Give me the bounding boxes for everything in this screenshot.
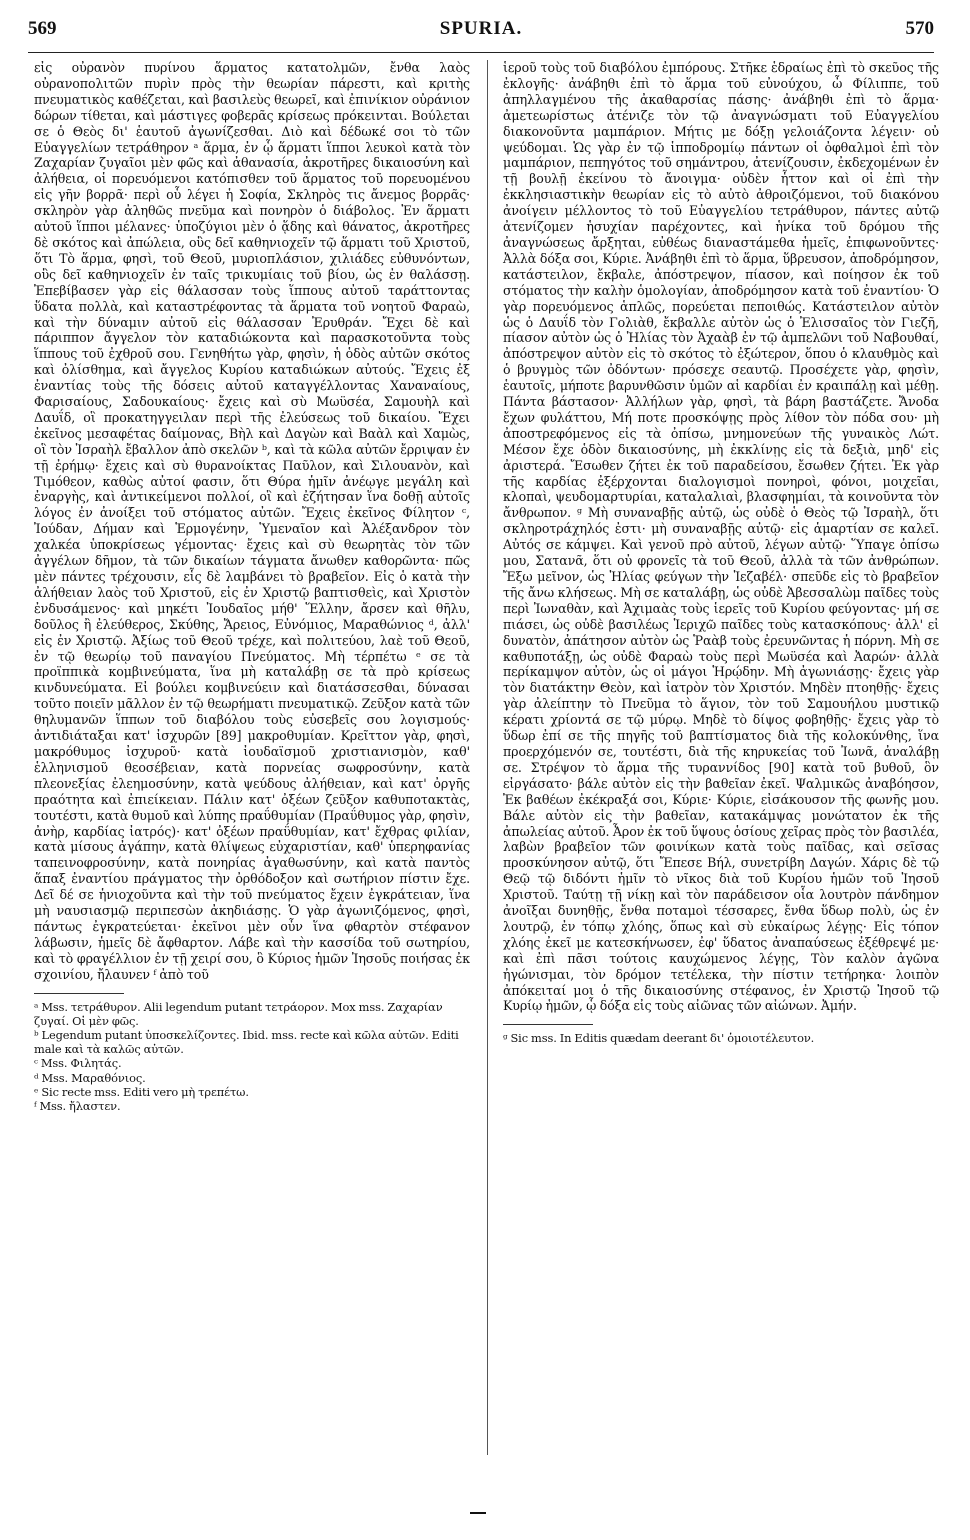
left-column <box>34 60 470 1113</box>
footnote-g: ᵍ Sic mss. In Editis quædam deerant δι' ὁμοιοτέλευτον. <box>503 1031 815 1046</box>
page-number-right: 570 <box>905 18 934 39</box>
footnote-e: ᵉ Sic recte mss. Editi vero μὴ τρεπέτω. <box>34 1084 249 1099</box>
footnote-rule <box>34 993 124 994</box>
footnote-c: ᶜ Mss. Φιλητάς. <box>34 1056 122 1071</box>
right-column <box>503 60 939 1046</box>
running-header <box>28 18 934 48</box>
header-rule <box>28 52 934 53</box>
left-column-text: εἰς οὐρανὸν πυρίνου ἅρματος κατατολμῶν, ἔνθα λαὸς οὐρανοπολιτῶν πυρὶν πρὸς τὴν θεωρίαν πάρεστι, καὶ κριτὴς πνευματικὸς καθέζεται, καὶ βασιλεὺς θεωρεῖ, καὶ ἐπινίκιον οὐράνιον δώρων τίθεται, καὶ μάστιγες φοβερᾶς κρίσεως πρόκεινται. Βούλεται σε ὁ Θεὸς δι' ἑαυτοῦ ἀγωνίζεσθαι. Διὸ καὶ δέδωκέ σοι τὸ τῶν Εὐαγγελίων τετράθηρον ᵃ ἅρμα, ἐν ᾧ ἅρματι ἵπποι λευκοὶ κατὰ τὸν Ζαχαρίαν ζυγαῖοι μὲν φῶς καὶ ἀθανασία, ἀκροτῆρες δικαιοσύνη καὶ ἀλήθεια, οἱ πορευόμενοι κατόπισθεν τοῦ ἅρματος τοῦ πορευομένου εἰς γῆν βορρᾶ· περὶ οὗ λέγει ἡ Σοφία, Σκληρὸς τις ἄνεμος βορρᾶς· σκληρὸν γὰρ ἀληθῶς πνεῦμα καὶ πονηρὸν ὁ διάβολος. Ἐν ἅρματι αὐτοῦ ἵπποι μέλανες· ὑποζύγιοι μὲν ὁ ᾅδης καὶ θάνατος, ἀκροτῆρες δὲ σκότος καὶ ἀπώλεια, οὓς δεῖ καθηνιοχεῖν τῷ ἅρματι τοῦ Χριστοῦ, ὅτι Τὸ ἅρμα, φησὶ, τοῦ Θεοῦ, μυριοπλάσιον, χιλιάδες εὐθυνόντων, οὓς δεῖ καθηνιοχεῖν ἐν ταῖς τρικυμίαις τοῦ βίου, ὡς ἐν θαλάσσῃ. Ἐπεβίβασεν γὰρ εἰς θάλασσαν τοὺς ἵππους αὐτοῦ ταράττοντας ὕδατα πολλὰ, καὶ καταστρέφοντας τὰ ἅρματα τοῦ νοητοῦ Φαραὼ, καὶ τὴν δύναμιν αὐτοῦ εἰς θάλασσαν Ἐρυθράν. Ἔχει δὲ καὶ πάριππον ἄγγελον τὸν καταδιώκοντα καὶ παρασκοτοῦντα τοὺς ἵππους τοῦ ἐχθροῦ σου. Γενηθήτω γὰρ, φησὶν, ἡ ὁδὸς αὐτῶν σκότος καὶ ὀλίσθημα, καὶ ἄγγελος Κυρίου καταδιώκων αὐτούς. Ἔχεις ἐξ ἐναντίας τοὺς τῆς δόσεις αὐτοῦ καταγγέλλοντας Χαναναίους, Φαρισαίους, Σαδουκαίους· ἔχεις καὶ σὺ Μωϋσέα, Σαμουὴλ καὶ Δαυΐδ, οἳ προκατηγγειλαν περὶ τῆς ἐλεύσεως τοῦ δικαίου. Ἔχει ἐκεῖνος μεσαφέτας δαίμονας, Βὴλ καὶ Δαγὼν καὶ Βαὰλ καὶ Χαμὼς, οἳ τὸν Ἰσραὴλ ἔβαλλον ἀπὸ σκελῶν ᵇ, καὶ τὰ κῶλα αὐτῶν ἔρριψαν ἐν τῇ ἐρήμῳ· ἔχεις καὶ σὺ θυρανοίκτας Παῦλον, καὶ Σιλουανὸν, καὶ Τιμόθεον, καθὼς αὐτοί φασιν, ὅτι Θύρα ἡμῖν ἀνέῳγε μεγάλη καὶ ἐναργὴς, καὶ ἀντικείμενοι πολλοί, οἳ καὶ ἐζήτησαν ἵνα δοθῇ αὐτοῖς λόγος ἐν ἀνοίξει τοῦ στόματος αὐτῶν. Ἔχεις ἐκεῖνος Φίλητον ᶜ, Ἰούδαν, Δήμαν καὶ Ἑρμογένην, Ὑμεναῖον καὶ Ἀλέξανδρον τὸν χαλκέα ὑποκρίσεως γέμοντας· ἔχεις καὶ σὺ θεωρητὰς τὸν τῶν ἀγγέλων δῆμον, τὰ τῶν δικαίων τάγματα ἄνωθεν καθορῶντα· πῶς μὲν πάντες τρέχουσιν, εἷς δὲ λαμβάνει τὸ βραβεῖον. Εἰς ὁ κατὰ τὴν ἀλήθειαν λαὸς τοῦ Χριστοῦ, εἰς ἐν Χριστῷ βαπτισθεὶς, καὶ Χριστὸν ἐνδυσάμενος· καὶ μηκέτι Ἰουδαῖος μήθ' Ἕλλην, ἄρσεν καὶ θῆλυ, δοῦλος ἢ ἐλεύθερος, Σκύθης, Ἄρειος, Εὐνόμιος, Μαραθώνιος ᵈ, ἀλλ' εἰς ἐν Χριστῷ. Ἀξίως τοῦ Θεοῦ τρέχε, καὶ πολιτεύου, λαὲ τοῦ Θεοῦ, ἐν τῷ θεωρίῳ τοῦ παναγίου Πνεύματος. Μὴ τέρπέτω ᵉ σε τὰ προϊππικὰ κομβινεύματα, ἵνα μὴ καταλάβῃ σε τὰ πρὸ κρίσεως κινδυνεύματα. Εἰ βούλει κομβινεύειν καὶ διατάσσεσθαι, δύνασαι τοῦτο ποιεῖν μᾶλλον ἐν τῷ θεωρήματι πνευματικῷ. Ζεῦξον κατὰ τῶν θηλυμανῶν ἵππων τοῦ διαβόλου τοὺς εὐσεβεῖς σου λογισμούς· ἀντιδιάταξαι κατ' ἰσχυρῶν [89] μακροθυμίαν. Κρεῖττον γὰρ, φησὶ, μακρόθυμος ἰσχυροῦ· κατὰ ἰουδαϊσμοῦ χριστιανισμὸν, καθ' ἑλληνισμοῦ θεοσέβειαν, κατὰ πορνείας σωφροσύνην, κατὰ πλεονεξίας ἐλεημοσύνην, κατὰ ψεύδους ἀλήθειαν, καὶ κατ' ὀργῆς πραότητα καὶ ἐπιείκειαν. Πάλιν κατ' ὀξέων ζεῦξον καθυποτακτὰς, τουτέστι, κατὰ θυμοῦ καὶ λύπης πραΰθυμίαν (Πραΰθυμος γὰρ, φησὶν, ἀνὴρ, καρδίας ἰατρός)· κατ' ὀξέων πραΰθυμίαν, κατ' ἔχθρας φιλίαν, κατὰ μίσους ἀγάπην, κατὰ θλίψεως εὐχαριστίαν, καθ' ὑπερηφανίας ταπεινοφροσύνην, κατὰ πονηρίας ἀγαθωσύνην, καὶ κατὰ παντὸς ἅπαξ ἐναντίου πράγματος τὴν ὀρθόδοξον καὶ σωτήριον πίστιν ἔχε. Δεῖ δέ σε ἡνιοχοῦντα καὶ τὴν τοῦ πνεύματος ἔχειν ἐγκράτειαν, ἵνα μὴ ναυσιασμῷ περιπεσὼν ἀκηδιάσῃς. Ὁ γὰρ ἀγωνιζόμενος, φησὶ, πάντως ἐγκρατεύεται· ἐκεῖνοι μὲν οὖν ἵνα φθαρτὸν στέφανον λάβωσιν, ἡμεῖς δὲ ἄφθαρτον. Λάβε καὶ τὴν κασσίδα τοῦ σωτηρίου, καὶ τὸ φραγέλλιον ἐν τῇ χειρί σου, ὃ Κύριος ἡμῶν Ἰησοῦς ποιήσας ἐκ σχοινίου, ἤλαυνεν ᶠ ἀπὸ τοῦ <box>34 60 470 982</box>
footnote-f: ᶠ Mss. ἤλαστεν. <box>34 1098 121 1113</box>
right-column-text: ἱεροῦ τοὺς τοῦ διαβόλου ἐμπόρους. Στῆκε ἑδραίως ἐπὶ τὸ σκεῦος τῆς ἐκλογῆς· ἀνάβηθι ἐπὶ τὸ ἅρμα τοῦ εὐνούχου, ὦ Φίλιππε, τοῦ ἀπηλλαγμένου τῆς ἀκαθαρσίας πάσης· ἀνάβηθι ἐπὶ τὸ ἅρμα· ἀμετεωρίστως ἀτένιζε τὸν τῷ ἀναγνώσματι τοῦ Εὐαγγελίου διακονοῦντα μαμπάριον. Μήτις με δόξῃ γελοιάζοντα λέγειν· οὐ ψεύδομαι. Ὡς γὰρ ἐν τῷ ἱπποδρομίῳ πάντων οἱ ὀφθαλμοὶ ἐπὶ τὸν μαμπάριον, πεπηγότος τοῦ σημάντρου, ἀτενίζουσιν, ἐκδεχομένων ἐν τῇ βουλῇ ἐκείνου τὸ ἄνοιγμα· οὐδὲν ἧττον καὶ οἱ ἐπὶ τὴν ἐκκλησιαστικὴν θεωρίαν εἰς τὸ αὐτὸ ἀθροιζόμενοι, τοῦ διακόνου ἀνοίγειν μέλλοντος τὸ τοῦ Εὐαγγελίου τετράθυρον, πάντες αὐτῷ ἀτενίζομεν ἡσυχίαν παρέχοντες, καὶ ἡνίκα τοῦ δρόμου τῆς ἀναγνώσεως ἄρξηται, εὐθέως διαναστάμεθα ἡμεῖς, ἐπιφωνοῦντες· Ἀλλὰ δόξα σοι, Κύριε. Ἀνάβηθι ἐπὶ τὸ ἅρμα, ὕβρευσον, ἀποδρόμησον, κατάστειλον, ἔκβαλε, ἀπόστρεψον, πίασον, καὶ ποίησον ἐκ τοῦ στόματος τὴν καλὴν ὁμολογίαν, ἀποδρόμησον κατὰ τοῦ ἐναντίου· Ὁ γὰρ πορευόμενος ἁπλῶς, πορεύεται πεποιθώς. Κατάστειλον αὐτὸν ὡς ὁ Δαυΐδ τὸν Γολιὰθ, ἔκβαλλε αὐτὸν ὡς ὁ Ἐλισσαῖος τὸν Γιεζῆ, πίασον αὐτὸν ὡς ὁ Ἠλίας τὸν Ἀχαὰβ ἐν τῷ ἀμπελῶνι τοῦ Ναβουθαί, ἀπόστρεψον αὐτὸν εἰς τὸ σκότος τὸ ἐξώτερον, ὅπου ὁ κλαυθμὸς καὶ ὁ βρυγμὸς τῶν ὀδόντων· πρόσεχε σεαυτῷ. Προσέχετε γὰρ, φησὶν, ἑαυτοῖς, μήποτε βαρυνθῶσιν ὑμῶν αἱ καρδίαι ἐν κραιπάλῃ καὶ μέθῃ. Πάντα βάστασον· Ἀλλήλων γὰρ, φησὶ, τὰ βάρη βαστάζετε. Ἄνοδα ἔχων φυλάττου, Μή ποτε προσκόψῃς πρὸς λίθον τὸν πόδα σου· μὴ ἀποστρεφόμενος εἰς τὰ ὀπίσω, μνημονεύων τῆς γυναικὸς Λώτ. Μέσον ἔχε ὁδὸν δικαιοσύνης, μὴ ἐκκλίνῃς εἰς τὰ δεξιὰ, μηδ' εἰς ἀριστερά. Ἔσωθεν ζήτει ἐκ τοῦ παραδείσου, ἔσωθεν ζήτει. Ἐκ γὰρ τῆς καρδίας ἐξέρχονται διαλογισμοὶ πονηροὶ, φόνοι, μοιχεῖαι, κλοπαὶ, ψευδομαρτυρίαι, καταλαλιαὶ, βλασφημίαι, τὰ κοινοῦντα τὸν ἄνθρωπον. ᵍ Μὴ συναναβῇς αὐτῷ, ὡς οὐδὲ ὁ Θεὸς τῷ Ἰσραὴλ, ὅτι σκληροτράχηλός ἐστι· μὴ συναναβῇς αὐτῷ· εἰς ἁμαρτίαν σε καλεῖ. Αὐτός σε κάμψει. Καὶ γενοῦ πρὸ αὐτοῦ, λέγων αὐτῷ· Ὕπαγε ὀπίσω μου, Σατανᾶ, ὅτι οὐ φρονεῖς τὰ τοῦ Θεοῦ, ἀλλὰ τὰ τῶν ἀνθρώπων. Ἔξω μεῖνον, ὡς Ἠλίας φεύγων τὴν Ἰεζαβέλ· σπεῦδε εἰς τὸ βραβεῖον τῆς ἄνω κλήσεως. Μὴ σε καταλάβῃ, ὡς οὐδὲ Ἀβεσσαλὼμ παῖδες τοὺς περὶ Ἰωναθὰν, καὶ Ἀχιμαὰς τοὺς ἱερεῖς τοῦ Κυρίου φεύγοντας· μή σε πιάσει, ὡς οὐδὲ βασιλέως Ἱεριχῶ παῖδες τοὺς κατασκόπους· ἀλλ' εἰ δυνατὸν, ἀπάτησον αὐτὸν ὡς Ῥαὰβ τοὺς ἐρευνῶντας ἡ πόρνη. Μὴ σε καθυποτάξῃ, ὡς οὐδὲ Φαραὼ τοὺς περὶ Μωϋσέα καὶ Ἀαρών· ἀλλὰ περίκαμψον αὐτὸν, ὡς οἱ μάγοι Ἡρῴδην. Μὴ ἀγωνιάσῃς· ἔχεις γὰρ τὸν διατάκτην Θεὸν, καὶ ἰατρὸν τὸν Χριστόν. Μηδὲν πτοηθῇς· ἔχεις γὰρ ἀλείπτην τὸ Πνεῦμα τὸ ἅγιον, τὸν τοῦ Σαμουήλου μυστικῷ κέρατι χρίοντά σε τῷ μύρῳ. Μηδὲ τὸ δίψος φοβηθῇς· ἔχεις γὰρ τὸ ὕδωρ ἐπί σε τῆς πηγῆς τοῦ βαπτίσματος διὰ τῆς κολοκύνθης, ἵνα προερχόμενόν σε, τουτέστι, διὰ τῆς κηρυκείας τοῦ Ἰωνᾶ, ἀναλάβῃ σε. Στρέψον τὸ ἅρμα τῆς τυραννίδος [90] κατὰ τοῦ βυθοῦ, ὃν εἰργάσατο· βάλε αὐτὸν εἰς τὴν βαθεῖαν ἐκεῖ. Ψαλμικῶς ἀναβόησον, Ἐκ βαθέων ἐκέκραξά σοι, Κύριε· Κύριε, εἰσάκουσον τῆς φωνῆς μου. Βάλε αὐτὸν εἰς τὴν βαθεῖαν, κατακάμψας μονώτατον ἐκ τῆς ἀπωλείας αὐτοῦ. Ἆρον ἐκ τοῦ ὕψους ὁσίους χεῖρας πρὸς τὸν βασιλέα, λαβὼν βραβεῖον τῶν φοινίκων κατὰ τοὺς παῖδας, καὶ σεῖσας προσκύνησον αὐτῷ, ὅτι Ἔπεσε Βήλ, συνετρίβη Δαγών. Χάρις δὲ τῷ Θεῷ τῷ διδόντι ἡμῖν τὸ νῖκος διὰ τοῦ Κυρίου ἡμῶν τοῦ Ἰησοῦ Χριστοῦ. Ταύτῃ τῇ νίκῃ καὶ τὸν παράδεισον οἷα λουτρὸν πάνδημον ἀνοῖξαι δυνηθῇς, ἔνθα ποταμοὶ τέσσαρες, ἔνθα ὕδωρ πολὺ, ὡς ἐν λουτρῷ, ἐν τόπῳ χλόης, ὅπως καὶ σὺ εὐκαίρως λέγῃς· Εἰς τόπον χλόης ἐκεῖ με κατεσκήνωσεν, ἐφ' ὕδατος ἀναπαύσεως ἐξέθρεψέ με· καὶ ἐπὶ πᾶσι τούτοις καυχώμενος λέγῃς, Τὸν καλὸν ἀγῶνα ἠγώνισμαι, τὸν δρόμον τετέλεκα, τὴν πίστιν τετήρηκα· λοιπὸν ἀπόκειταί μοι ὁ τῆς δικαιοσύνης στέφανος, ἐν Χριστῷ Ἰησοῦ τῷ Κυρίῳ ἡμῶν, ᾧ δόξα εἰς τοὺς αἰῶνας τῶν αἰώνων. Ἀμήν. <box>503 60 939 1014</box>
running-title: SPURIA. <box>439 18 523 39</box>
footnotes-right <box>503 1031 939 1045</box>
footnote-a: ᵃ Mss. τετράθυρον. Alii legendum putant τετράορον. Mox mss. Ζαχαρίαν ζυγαί. Οἱ μὲν φῶς. <box>34 999 443 1028</box>
footnotes-left <box>34 1000 470 1114</box>
column-divider <box>487 60 488 1455</box>
page-number-left: 569 <box>28 18 57 39</box>
footnote-rule-right <box>503 1024 593 1025</box>
footnote-d: ᵈ Mss. Μαραθόνιος. <box>34 1070 146 1085</box>
page-end-mark <box>470 1512 486 1514</box>
footnote-b: ᵇ Legendum putant ὑποσκελίζοντες. Ibid. mss. recte καὶ κῶλα αὐτῶν. Editi male καὶ τὰ καλῶς αὐτῶν. <box>34 1027 459 1057</box>
